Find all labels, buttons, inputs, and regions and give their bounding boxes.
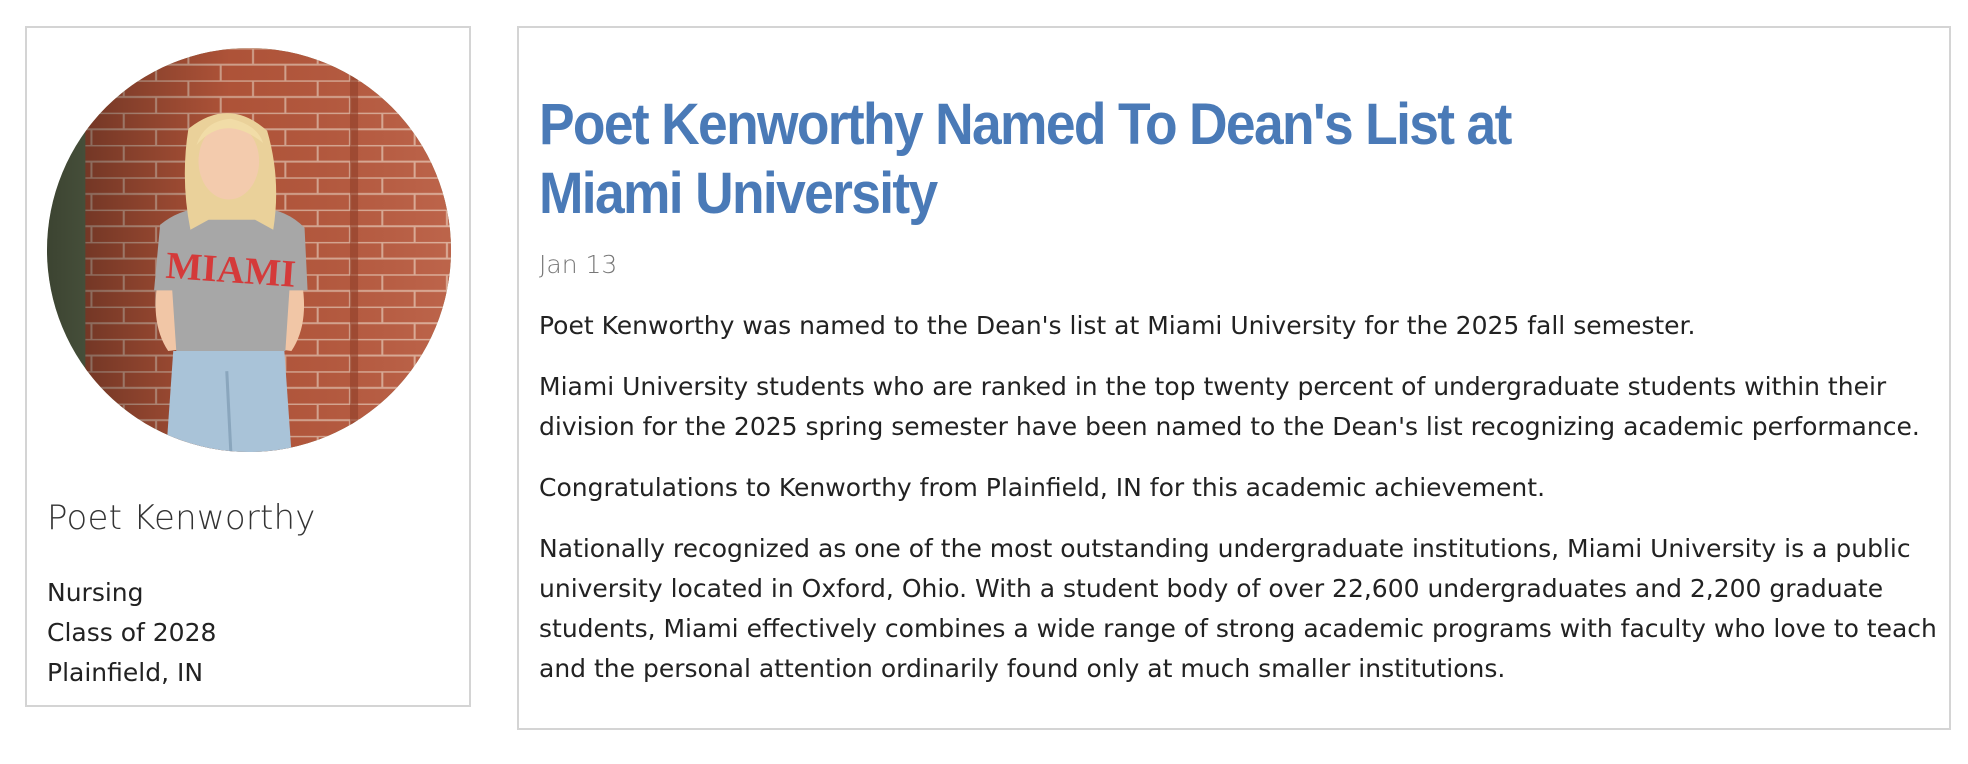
article-body bbox=[539, 306, 1939, 710]
student-details bbox=[47, 573, 216, 693]
article-title[interactable]: Poet Kenworthy Named To Dean's List at Miami University bbox=[539, 92, 1511, 226]
student-major: Nursing bbox=[47, 578, 144, 607]
avatar-photo-image bbox=[47, 48, 451, 452]
student-class-year: Class of 2028 bbox=[47, 618, 217, 647]
student-profile-card bbox=[25, 26, 471, 707]
article-date: Jan 13 bbox=[539, 250, 618, 279]
student-hometown: Plainfield, IN bbox=[47, 658, 204, 687]
article-card bbox=[517, 26, 1951, 730]
article-paragraph: Congratulations to Kenworthy from Plainfield, IN for this academic achievement. bbox=[539, 473, 1546, 502]
article-paragraph: Poet Kenworthy was named to the Dean's list at Miami University for the 2025 fall semester. bbox=[539, 311, 1696, 340]
student-avatar-photo bbox=[47, 48, 451, 452]
article-paragraph: Miami University students who are ranked in the top twenty percent of undergraduate students within their division for the 2025 spring semester have been named to the Dean's list recognizing academic performance. bbox=[539, 372, 1920, 441]
student-name: Poet Kenworthy bbox=[47, 498, 316, 538]
article-paragraph: Nationally recognized as one of the most outstanding undergraduate institutions, Miami University is a public university located in Oxford, Ohio. With a student body of over 22,600 undergraduates and 2,200 graduate students, Miami effectively combines a wide range of strong academic programs with faculty who love to teach and the personal attention ordinarily found only at much smaller institutions. bbox=[539, 534, 1937, 683]
shirt-logo-text: MIAMI bbox=[164, 244, 298, 296]
